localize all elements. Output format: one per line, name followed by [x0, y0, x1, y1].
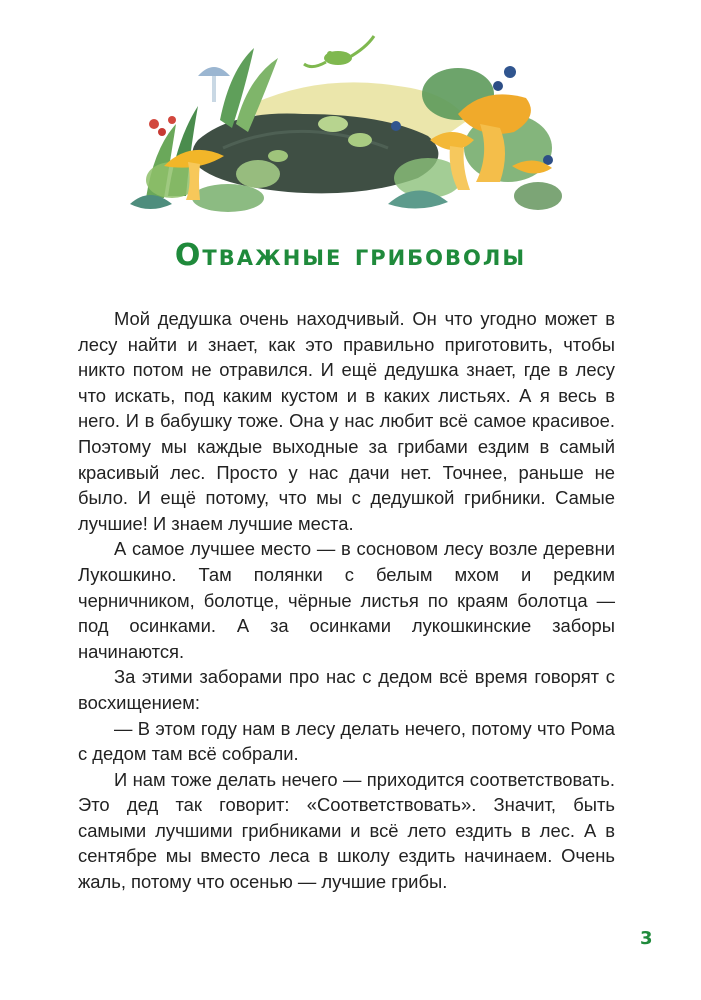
page-number: 3 [640, 928, 653, 949]
page-title: Отважные грибоволы [174, 238, 527, 273]
paragraph: — В этом году нам в лесу делать нечего, потому что Рома с дедом там всё собрали. [78, 717, 615, 765]
paragraph: А самое лучшее место — в сосновом лесу возле деревни Лукошкино. Там полянки с белым мхом и редким черничником, болотце, чёрные листья по краям болотца — под осинками. А за осинками лукошкинские заборы начинаются. [78, 538, 615, 662]
story-text [78, 306, 615, 895]
paragraph: И нам тоже делать нечего — приходится соответствовать. Это дед так говорит: «Соответствовать». Значит, быть самыми лучшими грибниками и всё лето ездить в лес. А в сентябре мы вместо леса в школу ездить начинаем. Очень жаль, потому что осенью — лучшие грибы. [78, 768, 615, 893]
paragraph: Мой дедушка очень находчивый. Он что угодно может в лесу найти и знает, как это правильно приготовить, чтобы никто потом не отравился. И ещё дедушка знает, где в лесу что искать, под каким кустом и в каких листьях. А я весь в него. И в бабушку тоже. Она у нас любит всё самое красивое. Поэтому мы каждые выходные за грибами ездим в самый красивый лес. Просто у нас дачи нет. Точнее, раньше не было. И ещё потому, что мы с дедушкой грибники. Самые лучшие! И знаем лучшие места. [78, 308, 615, 534]
mushroom-pond-illustration [128, 28, 568, 218]
paragraph: За этими заборами про нас с дедом всё время говорят с восхищением: [78, 666, 615, 713]
